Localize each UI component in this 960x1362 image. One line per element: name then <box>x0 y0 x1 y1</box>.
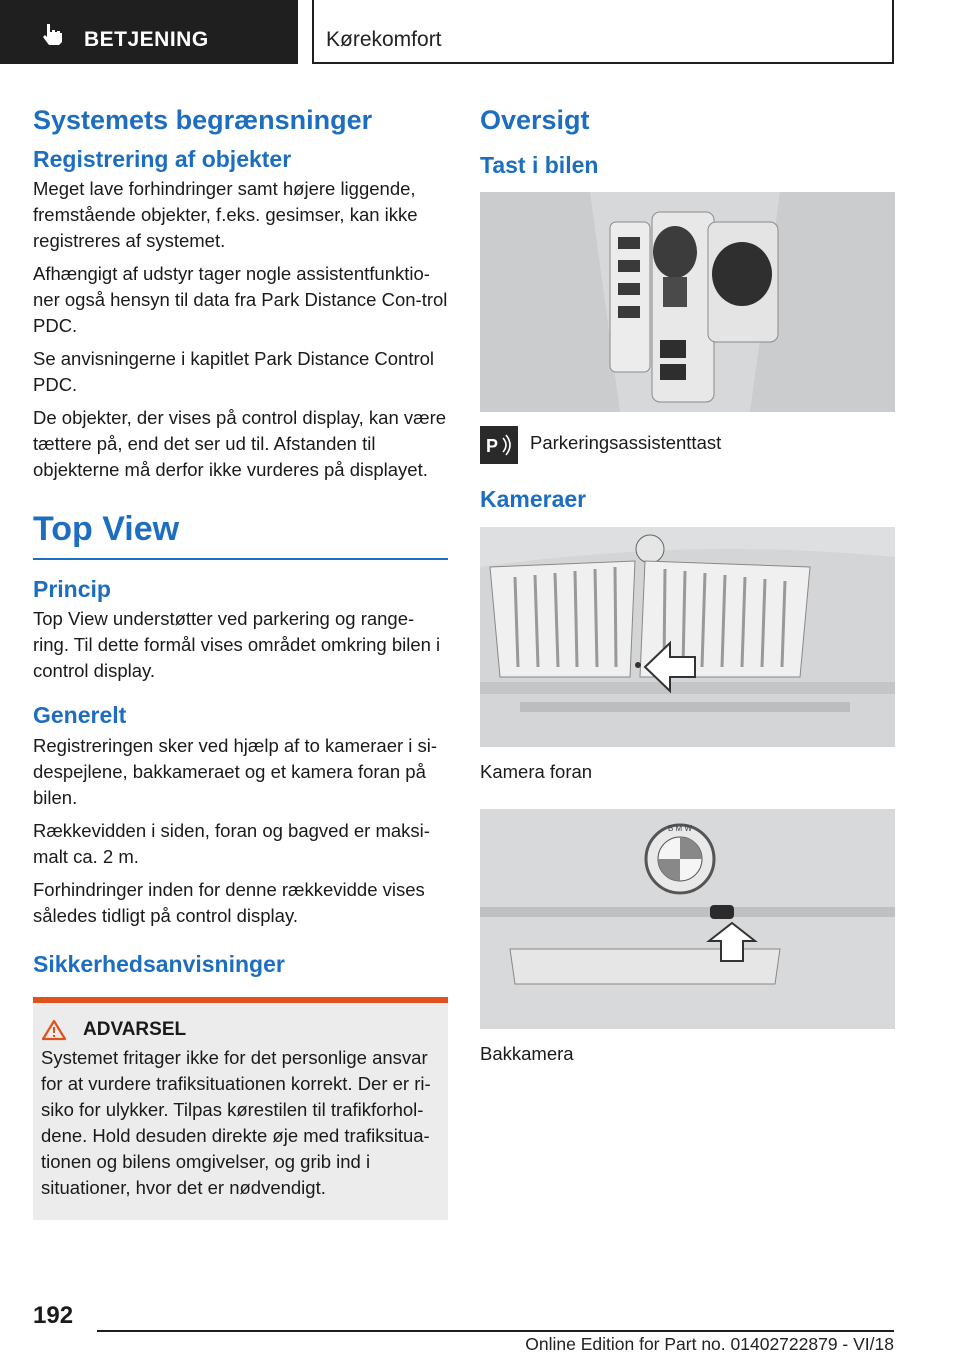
chapter-tab <box>0 0 298 64</box>
paragraph: Registreringen sker ved hjælp af to kameraer i si-despejlene, bakkameraet og et kamera foran på bilen. <box>33 734 438 808</box>
rear-camera-photo <box>480 809 895 1029</box>
footer-edition: Online Edition for Part no. 01402722879 - VI/18 <box>525 1334 894 1354</box>
heading-button: Tast i bilen <box>480 151 599 178</box>
paragraph: Rækkevidden i siden, foran og bagved er maksi-malt ca. 2 m. <box>33 819 430 867</box>
warning-label: ADVARSEL <box>83 1019 187 1041</box>
heading-limits: Systemets begrænsninger <box>33 105 373 135</box>
heading-princip: Princip <box>33 575 111 602</box>
page-number: 192 <box>33 1302 74 1329</box>
emblem-text: B M W <box>668 823 692 833</box>
paragraph: Se anvisningerne i kapitlet Park Distance Control PDC. <box>33 348 435 396</box>
heading-overview: Oversigt <box>480 105 590 135</box>
paragraph: Top View understøtter ved parkering og range-ring. Til dette formål vises området omkring bilen i control display. <box>33 608 441 682</box>
right-column <box>480 96 895 1091</box>
heading-cameras: Kameraer <box>480 486 587 513</box>
warning-box <box>33 997 448 1220</box>
paragraph: De objekter, der vises på control display, kan være tættere på, end det ser ud til. Afstanden til objekterne må derfor ikke vurderes på displayet. <box>33 407 447 481</box>
console-photo <box>480 192 895 412</box>
parking-assist-icon <box>480 426 518 464</box>
section-header <box>312 0 894 64</box>
rear-camera-caption: Bakkamera <box>480 1042 574 1064</box>
warning-triangle-icon <box>41 1019 67 1041</box>
heading-objects: Registrering af objekter <box>33 145 292 172</box>
parking-icon-letter: P <box>486 436 499 457</box>
warning-text: Systemet fritager ikke for det personlige ansvar for at vurdere trafiksituationen korrekt. Der er ri-siko for ulykker. Tilpas kørestilen til trafikforhol-dene. Hold desuden direkte øje med trafiksitua-tionen og bilens omgivelser, og grib ind i situationer, hvor det er nødvendigt. <box>41 1047 431 1199</box>
section-label: Kørekomfort <box>326 28 442 51</box>
parking-key-row <box>480 426 895 464</box>
chapter-label: BETJENING <box>84 28 209 51</box>
heading-generelt: Generelt <box>33 702 127 729</box>
front-camera-caption: Kamera foran <box>480 760 593 782</box>
paragraph: Afhængigt af udstyr tager nogle assistentfunktio-ner også hensyn til data fra Park Distance Con-trol PDC. <box>33 263 448 337</box>
front-camera-photo <box>480 527 895 747</box>
hand-pointer-icon <box>40 22 66 46</box>
heading-rule <box>33 558 448 560</box>
parking-key-caption: Parkeringsassistenttast <box>530 432 722 454</box>
left-column <box>33 96 448 1220</box>
heading-safety: Sikkerhedsanvisninger <box>33 950 285 977</box>
paragraph: Meget lave forhindringer samt højere liggende, fremstående objekter, f.eks. gesimser, kan ikke registreres af systemet. <box>33 178 418 252</box>
heading-top-view: Top View <box>33 510 180 549</box>
footer-rule <box>97 1330 894 1332</box>
paragraph: Forhindringer inden for denne rækkevidde vises således tidligt på control display. <box>33 878 425 926</box>
